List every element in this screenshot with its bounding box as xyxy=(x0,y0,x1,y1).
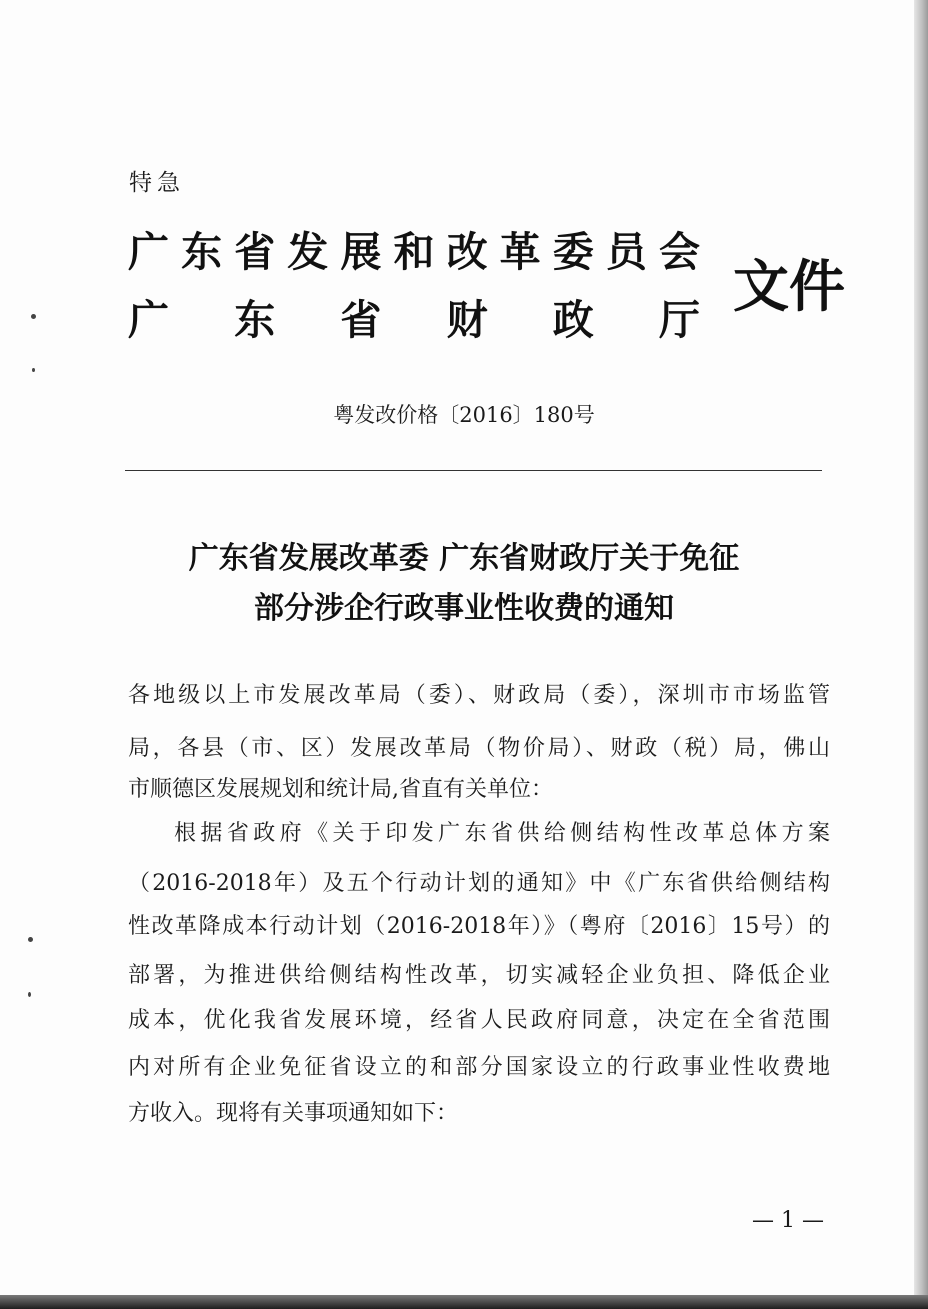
issuer-char: 东 xyxy=(181,228,223,276)
issuer-char: 厅 xyxy=(658,296,700,344)
notice-title-line-1: 广东省发展改革委 广东省财政厅关于免征 xyxy=(188,541,740,576)
scan-speck xyxy=(32,368,35,372)
body-line: 各地级以上市发展改革局（委）、财政局（委），深圳市市场监管 xyxy=(128,683,830,708)
issuer-char: 财 xyxy=(446,296,488,344)
issuer-char: 广 xyxy=(128,228,169,276)
scan-speck xyxy=(28,992,31,997)
issuer-char: 广 xyxy=(128,296,169,344)
issuer-char: 会 xyxy=(658,228,700,276)
issuer-char: 发 xyxy=(287,228,329,276)
issuer-char: 东 xyxy=(234,296,276,344)
issuer-char: 展 xyxy=(340,228,382,276)
body-line: 根据省政府《关于印发广东省供给侧结构性改革总体方案 xyxy=(174,821,830,846)
document-type-label: 文件 xyxy=(733,254,845,320)
scan-speck xyxy=(28,937,33,942)
scan-right-edge xyxy=(914,0,928,1309)
issuer-line-development-reform-commission xyxy=(128,219,700,278)
body-line: 局，各县（市、区）发展改革局（物价局）、财政（税）局，佛山 xyxy=(128,736,830,761)
body-line: 市顺德区发展规划和统计局,省直有关单位： xyxy=(128,777,553,802)
scan-bottom-edge xyxy=(0,1295,928,1309)
issuer-char: 和 xyxy=(393,228,435,276)
document-number: 粤发改价格〔2016〕180号 xyxy=(333,403,595,427)
urgency-label: 特急 xyxy=(129,170,185,196)
notice-title-line-2: 部分涉企行政事业性收费的通知 xyxy=(254,591,674,626)
issuer-char: 省 xyxy=(340,296,382,344)
page-number: — 1 — xyxy=(752,1208,824,1233)
body-line: （2016-2018年）及五个行动计划的通知》中《广东省供给侧结构 xyxy=(128,871,830,896)
issuer-char: 委 xyxy=(552,228,594,276)
header-divider xyxy=(125,470,822,471)
body-line: 性改革降成本行动计划（2016-2018年）》（粤府〔2016〕15号）的 xyxy=(128,914,830,939)
body-line: 方收入。现将有关事项通知如下： xyxy=(128,1101,459,1126)
issuer-char: 革 xyxy=(499,228,541,276)
body-line: 内对所有企业免征省设立的和部分国家设立的行政事业性收费地 xyxy=(128,1055,830,1080)
scan-speck xyxy=(31,314,36,319)
body-line: 部署，为推进供给侧结构性改革，切实减轻企业负担、降低企业 xyxy=(128,963,830,988)
body-line: 成本，优化我省发展环境，经省人民政府同意，决定在全省范围 xyxy=(128,1008,830,1033)
issuer-char: 员 xyxy=(605,228,647,276)
issuer-char: 政 xyxy=(552,296,594,344)
issuer-line-finance-department xyxy=(128,287,700,346)
issuer-char: 改 xyxy=(446,228,488,276)
issuer-char: 省 xyxy=(234,228,276,276)
